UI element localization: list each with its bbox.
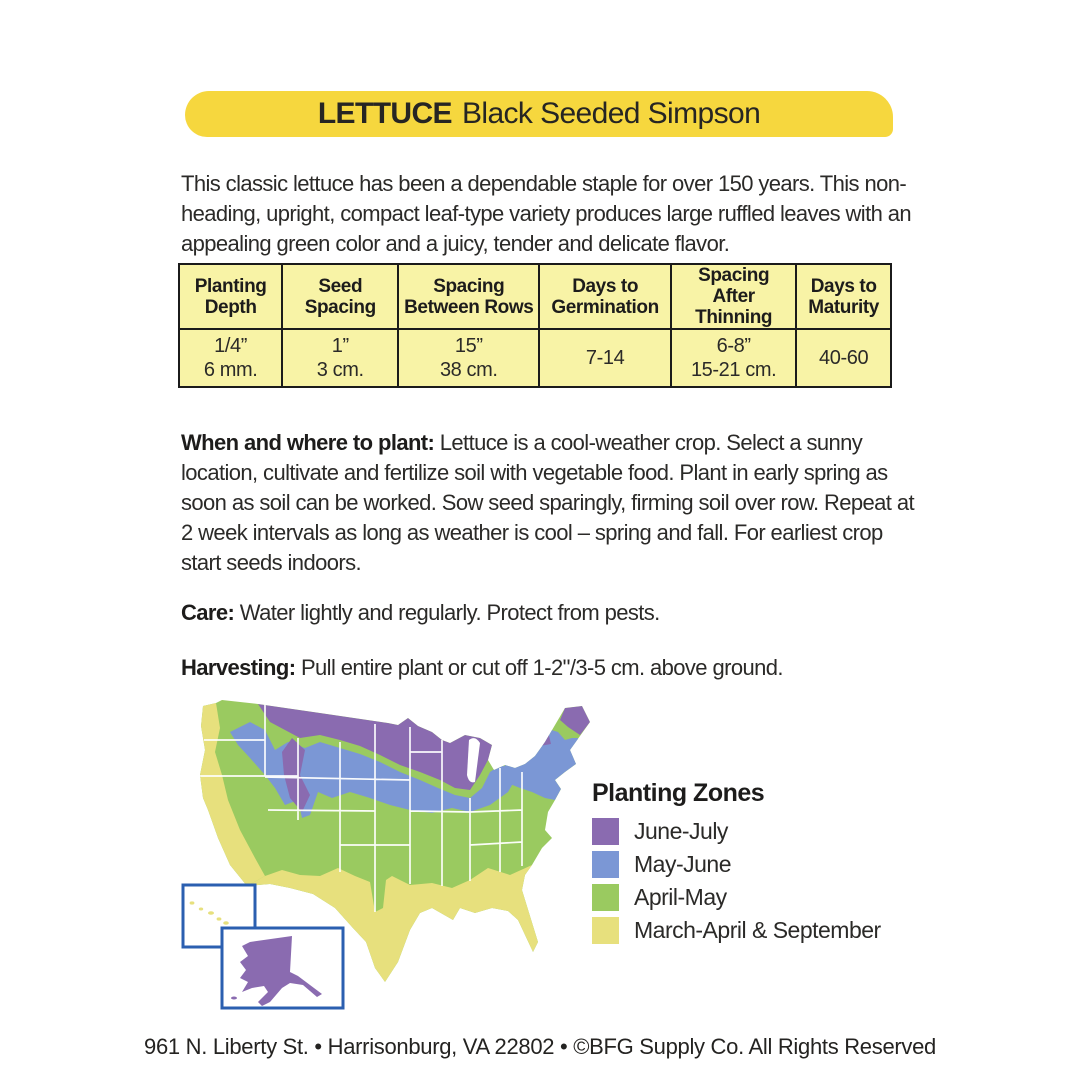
june-july-swatch bbox=[592, 818, 619, 845]
zone-june-july-vermont-region bbox=[538, 727, 551, 746]
col-header-days-to-maturity: Days to Maturity bbox=[796, 264, 891, 329]
col-header-spacing-after-thinning: Spacing After Thinning bbox=[671, 264, 796, 329]
legend-title: Planting Zones bbox=[592, 779, 765, 807]
legend-item-march-april-september: March-April & September bbox=[592, 916, 881, 944]
col-header-planting-depth: Planting Depth bbox=[179, 264, 282, 329]
product-name: LETTUCE bbox=[317, 97, 452, 130]
cell-days-to-germination: 7-14 bbox=[539, 329, 671, 387]
harvesting-section bbox=[181, 653, 921, 683]
care-section bbox=[181, 598, 921, 628]
april-may-swatch bbox=[592, 884, 619, 911]
harvesting-text: Pull entire plant or cut off 1-2"/3-5 cm. above ground. bbox=[300, 655, 783, 680]
planting-info-table bbox=[178, 263, 892, 388]
product-description: This classic lettuce has been a dependable staple for over 150 years. This non-heading, upright, compact leaf-type variety produces large ruffled leaves with an appealing green color and a juicy, tender and delicate flavor. bbox=[181, 171, 911, 256]
march-april-september-swatch bbox=[592, 917, 619, 944]
title-banner bbox=[185, 91, 893, 137]
when-where-label: When and where to plant: bbox=[181, 430, 435, 455]
planting-zones-legend bbox=[592, 779, 881, 949]
legend-item-april-may: April-May bbox=[592, 883, 881, 911]
aleutian-island bbox=[231, 997, 237, 1000]
care-text: Water lightly and regularly. Protect from pests. bbox=[239, 600, 660, 625]
table-header-row bbox=[179, 264, 891, 329]
us-map bbox=[170, 680, 610, 1010]
legend-item-june-july: June-July bbox=[592, 817, 881, 845]
col-header-spacing-between-rows: Spacing Between Rows bbox=[398, 264, 539, 329]
when-where-text: Lettuce is a cool-weather crop. Select a sunny location, cultivate and fertilize soil with vegetable food. Plant in early spring as soon as soil can be worked. Sow seed sparingly, firming soil over row. Repeat at 2 week intervals as long as weather is cool – spring and fall. For earliest crop start seeds indoors. bbox=[181, 430, 914, 575]
planting-zones-map bbox=[170, 680, 610, 1010]
variety-name: Black Seeded Simpson bbox=[461, 97, 761, 130]
address-copyright: 961 N. Liberty St. • Harrisonburg, VA 22802 • ©BFG Supply Co. All Rights Reserved bbox=[144, 1034, 936, 1059]
col-header-seed-spacing: Seed Spacing bbox=[282, 264, 398, 329]
may-june-swatch bbox=[592, 851, 619, 878]
alaska-inset bbox=[222, 928, 343, 1008]
col-header-days-to-germination: Days to Germination bbox=[539, 264, 671, 329]
harvesting-label: Harvesting: bbox=[181, 655, 296, 680]
cell-spacing-after-thinning: 6-8” 15-21 cm. bbox=[671, 329, 796, 387]
legend-item-may-june: May-June bbox=[592, 850, 881, 878]
cell-seed-spacing: 1” 3 cm. bbox=[282, 329, 398, 387]
table-value-row bbox=[179, 329, 891, 387]
care-label: Care: bbox=[181, 600, 235, 625]
cell-days-to-maturity: 40-60 bbox=[796, 329, 891, 387]
cell-spacing-between-rows: 15” 38 cm. bbox=[398, 329, 539, 387]
when-where-section bbox=[181, 428, 921, 578]
cell-planting-depth: 1/4” 6 mm. bbox=[179, 329, 282, 387]
